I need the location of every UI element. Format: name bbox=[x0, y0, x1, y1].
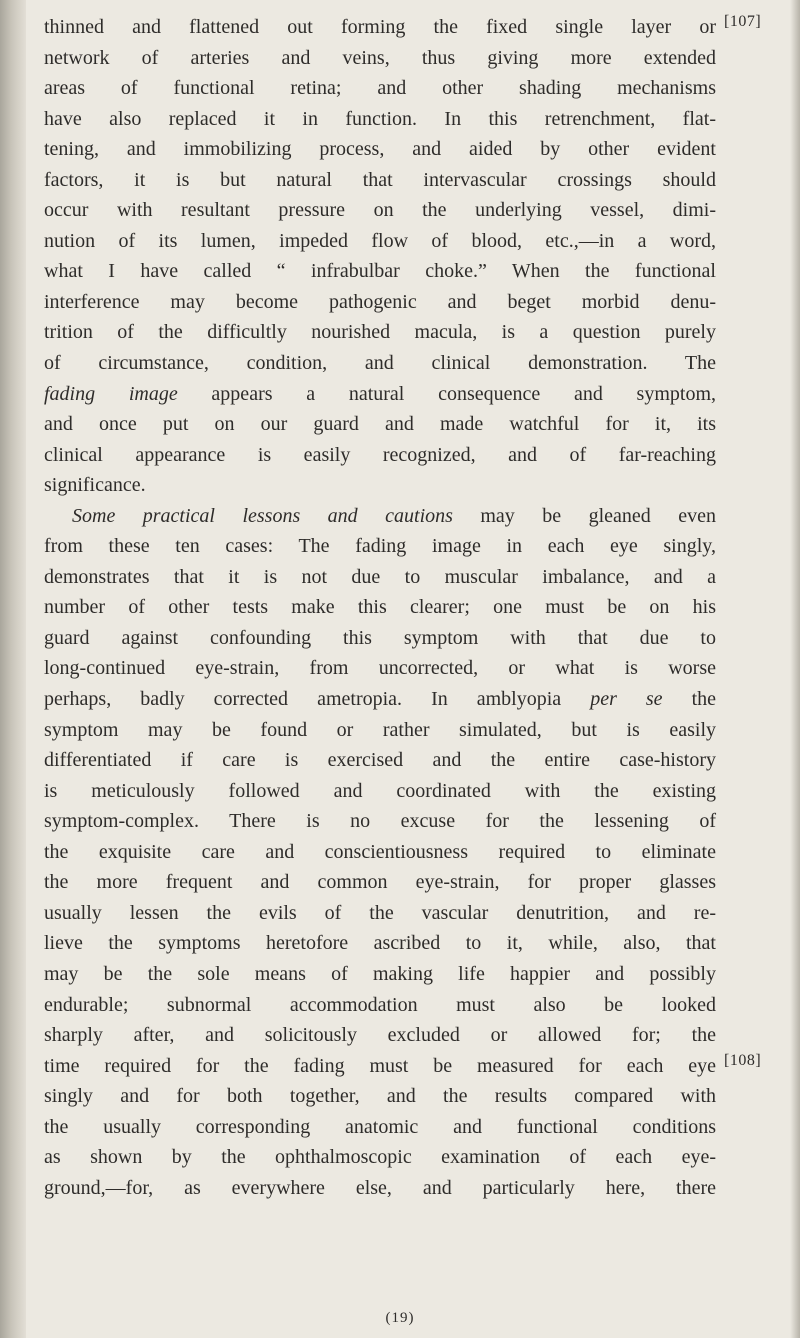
text-line: number of other tests make this clearer; one must be on his bbox=[44, 596, 716, 619]
text-line bbox=[44, 684, 716, 715]
text-line: the more frequent and common eye-strain, for proper glasses bbox=[44, 871, 716, 894]
italic-text: fading image bbox=[44, 382, 178, 405]
text-line bbox=[44, 501, 716, 532]
italic-text: Some practical lessons and cautions bbox=[72, 504, 453, 527]
text-line: significance. bbox=[44, 474, 146, 497]
text-line bbox=[44, 379, 716, 410]
text-line: tening, and immobilizing process, and aided by other evident bbox=[44, 138, 716, 161]
text-line: areas of functional retina; and other shading mechanisms bbox=[44, 77, 716, 100]
text-run: the bbox=[662, 688, 717, 711]
original-page-marker: [108] bbox=[724, 1051, 762, 1069]
text-line: may be the sole means of making life happier and possibly bbox=[44, 962, 716, 985]
text-line: what I have called “ infrabulbar choke.” When the functional bbox=[44, 260, 716, 283]
text-line: long-continued eye-strain, from uncorrected, or what is worse bbox=[44, 657, 716, 680]
text-line: interference may become pathogenic and beget morbid denu- bbox=[44, 290, 716, 313]
text-line: ground,—for, as everywhere else, and particularly here, there bbox=[44, 1176, 716, 1199]
italic-text: per se bbox=[590, 688, 663, 711]
text-line: thinned and flattened out forming the fixed single layer or bbox=[44, 16, 716, 38]
text-line: endurable; subnormal accommodation must also be looked bbox=[44, 993, 716, 1016]
text-line: have also replaced it in function. In this retrenchment, flat- bbox=[44, 107, 716, 130]
text-line: occur with resultant pressure on the underlying vessel, dimi- bbox=[44, 199, 716, 222]
page-edge-shadow bbox=[790, 0, 800, 1338]
text-line: symptom-complex. There is no excuse for the lessening of bbox=[44, 810, 716, 833]
text-line: clinical appearance is easily recognized, and of far-reaching bbox=[44, 443, 716, 466]
text-line: is meticulously followed and coordinated with the existing bbox=[44, 779, 716, 802]
text-line: guard against confounding this symptom with that due to bbox=[44, 626, 716, 649]
original-page-marker: [107] bbox=[724, 13, 762, 30]
text-line: the exquisite care and conscientiousness required to eliminate bbox=[44, 840, 716, 863]
text-line: trition of the difficultly nourished macula, is a question purely bbox=[44, 321, 716, 344]
text-run: appears a natural consequence and symptom, bbox=[177, 382, 716, 405]
text-line: sharply after, and solicitously excluded or allowed for; the bbox=[44, 1024, 716, 1047]
text-line: usually lessen the evils of the vascular denutrition, and re- bbox=[44, 901, 716, 924]
text-line: symptom may be found or rather simulated, but is easily bbox=[44, 718, 716, 741]
text-line: time required for the fading must be measured for each eye bbox=[44, 1054, 716, 1077]
text-line: network of arteries and veins, thus giving more extended bbox=[44, 46, 716, 69]
page-number: (19) bbox=[385, 1310, 415, 1326]
text-line: singly and for both together, and the results compared with bbox=[44, 1085, 716, 1108]
text-line: and once put on our guard and made watchful for it, its bbox=[44, 413, 716, 436]
text-line: nution of its lumen, impeded flow of blood, etc.,—in a word, bbox=[44, 229, 716, 252]
text-line: the usually corresponding anatomic and functional conditions bbox=[44, 1115, 716, 1138]
text-line: demonstrates that it is not due to muscular imbalance, and a bbox=[44, 565, 716, 588]
text-line: as shown by the ophthalmoscopic examination of each eye- bbox=[44, 1146, 716, 1169]
text-line: factors, it is but natural that intervascular crossings should bbox=[44, 168, 716, 191]
text-line: from these ten cases: The fading image in each eye singly, bbox=[44, 535, 716, 558]
page-binding-shadow bbox=[0, 0, 26, 1338]
body-text bbox=[44, 12, 716, 1203]
text-line: differentiated if care is exercised and the entire case-history bbox=[44, 749, 716, 772]
text-line: lieve the symptoms heretofore ascribed to it, while, also, that bbox=[44, 932, 716, 955]
text-run: may be gleaned even bbox=[452, 504, 716, 527]
text-run: perhaps, badly corrected ametropia. In amblyopia bbox=[44, 688, 591, 711]
text-line: of circumstance, condition, and clinical demonstration. The bbox=[44, 352, 716, 375]
